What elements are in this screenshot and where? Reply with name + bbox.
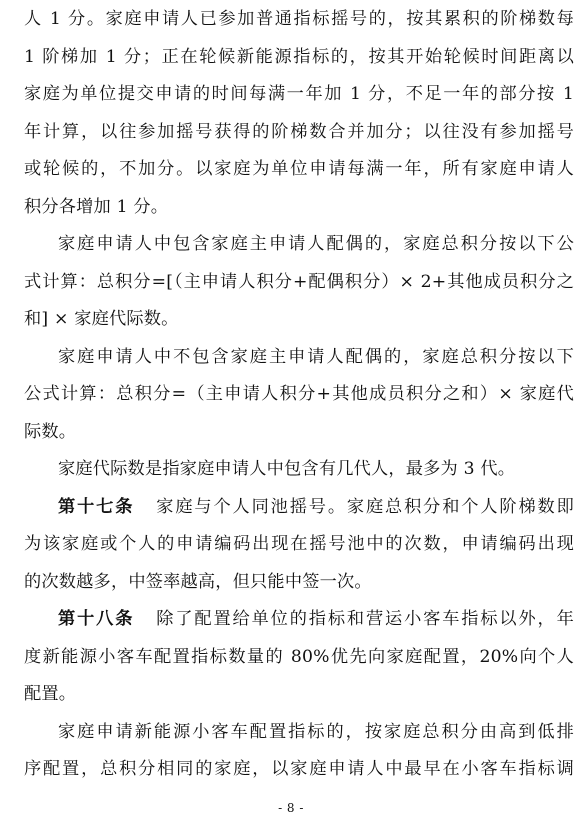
article-17-text: 家庭与个人同池摇号。家庭总积分和个人阶梯数即 [156, 497, 575, 517]
article-18-line [58, 604, 574, 634]
text-line: 或轮候的，不加分。以家庭为单位申请每满一年，所有家庭申请人 [24, 159, 574, 179]
article-17-heading: 第十七条 [58, 497, 135, 517]
formula-line: 公式计算：总积分=（主申请人积分+其他成员积分之和）× 家庭代 [24, 384, 574, 404]
text-line: 度新能源小客车配置指标数量的 80%优先向家庭配置，20%向个人 [24, 647, 574, 667]
article-17-line [58, 492, 574, 522]
formula-line: 式计算：总积分=[（主申请人积分+配偶积分）× 2+其他成员积分之 [24, 272, 574, 292]
text-line: 为该家庭或个人的申请编码出现在摇号池中的次数，申请编码出现 [24, 534, 574, 554]
text-line: 际数。 [24, 422, 77, 442]
text-line: 年计算，以往参加摇号获得的阶梯数合并加分；以往没有参加摇号 [24, 122, 574, 142]
article-18-text: 除了配置给单位的指标和营运小客车指标以外，年 [156, 609, 575, 629]
text-line: 1 阶梯加 1 分；正在轮候新能源指标的，按其开始轮候时间距离以 [24, 47, 574, 67]
paragraph-start-line: 家庭申请人中包含家庭主申请人配偶的，家庭总积分按以下公 [58, 234, 574, 254]
text-line: 家庭为单位提交申请的时间每满一年加 1 分，不足一年的部分按 1 [24, 84, 574, 104]
paragraph-start-line: 家庭申请新能源小客车配置指标的，按家庭总积分由高到低排 [58, 722, 574, 742]
article-18-heading: 第十八条 [58, 609, 135, 629]
text-line: 积分各增加 1 分。 [24, 197, 169, 217]
paragraph-start-line: 家庭申请人中不包含家庭主申请人配偶的，家庭总积分按以下 [58, 347, 574, 367]
formula-line: 和] × 家庭代际数。 [24, 309, 179, 329]
text-line: 的次数越多，中签率越高，但只能中签一次。 [24, 572, 372, 592]
text-line: 配置。 [24, 684, 77, 704]
text-line: 人 1 分。家庭申请人已参加普通指标摇号的，按其累积的阶梯数每 [24, 9, 574, 29]
paragraph-line: 家庭代际数是指家庭申请人中包含有几代人，最多为 3 代。 [58, 459, 516, 479]
page-number: - 8 - [278, 801, 304, 815]
text-line: 序配置，总积分相同的家庭，以家庭申请人中最早在小客车指标调 [24, 759, 574, 779]
